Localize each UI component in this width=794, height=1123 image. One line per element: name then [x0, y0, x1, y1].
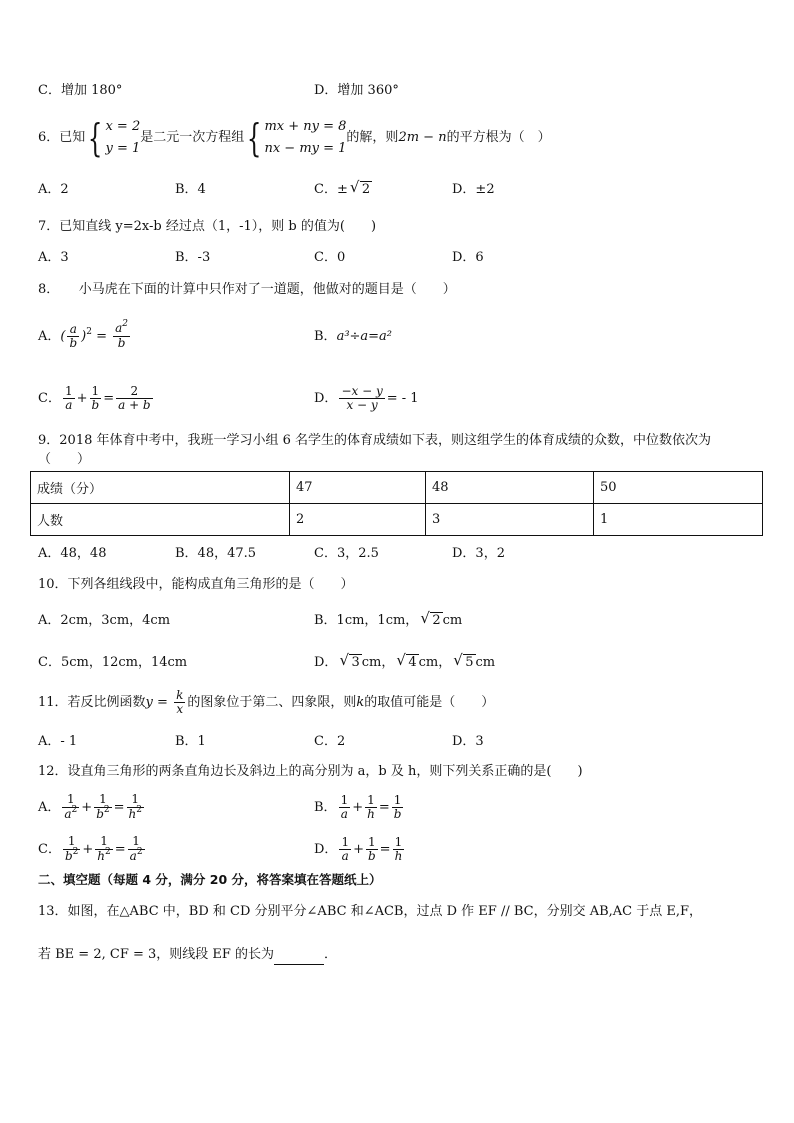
q7-option-b: B．-3 [175, 250, 211, 265]
q10-stem: 10．下列各组线段中，能构成直角三角形的是（ ） [38, 577, 354, 592]
q8-d-rhs: = - 1 [386, 391, 419, 406]
q11-stem: 11．若反比例函数y = $\frac{k}{x}$ 的图象位于第二、四象限，则k的取值可能是（ ） [38, 687, 495, 716]
q6-option-c-label: C．± [314, 182, 348, 197]
q8-a-result: $\frac{a^2}{b}$ [115, 319, 129, 351]
q8-c-label: C． [38, 391, 61, 406]
q7-stem: 7．已知直线 y=2x-b 经过点（1，-1），则 b 的值为( ) [38, 219, 377, 234]
q6-stem [38, 114, 551, 162]
q12-option-b: B． $\frac{1}{a}$ + $\frac{1}{h}$ = $\frac{1}{b}$ [314, 792, 402, 821]
q13-line2: 若 BE = 2, CF = 3，则线段 EF 的长为 ． [38, 946, 337, 965]
table-cell: 48 [426, 472, 594, 504]
table-cell: 3 [426, 504, 594, 536]
q10-option-c: C．5cm，12cm，14cm [38, 655, 188, 670]
q13-answer-blank [274, 946, 324, 965]
q5-option-d: D．增加 360° [314, 83, 399, 98]
q7-option-d: D．6 [452, 250, 484, 265]
q8-b-label: B． [314, 329, 337, 344]
table-cell: 2 [290, 504, 426, 536]
q10-option-a: A．2cm，3cm，4cm [38, 613, 171, 628]
q12-stem: 12．设直角三角形的两条直角边长及斜边上的高分别为 a，b 及 h，则下列关系正确的是( ) [38, 764, 583, 779]
q8-b-expr: a³÷a=a² [336, 329, 393, 344]
table-cell: 1 [594, 504, 763, 536]
q6-sys1-line1: x = 2 [105, 118, 141, 134]
q8-a-fraction: $\frac{a}{b}$ [69, 321, 78, 350]
q12-option-c: C． $\frac{1}{b^2}$ + $\frac{1}{h^2}$ = $\frac{1}{a^2}$ [38, 834, 143, 863]
q8-a-label: A． [38, 329, 61, 344]
q6-sys2-line1: mx + ny = 8 [264, 118, 347, 134]
q8-option-a: A．( $\frac{a}{b}$ )$^2$ = $\frac{a^2}{b}$ [38, 319, 129, 351]
q8-option-b [314, 328, 392, 346]
q9-option-c: C．3，2.5 [314, 546, 379, 561]
q6-prefix: 6．已知 [38, 130, 86, 145]
q9-option-a: A．48，48 [38, 546, 107, 561]
q8-d-fraction: $\frac{-x - y}{x - y}$ [341, 383, 383, 412]
q6-system-2 [264, 116, 346, 160]
q9-score-table [30, 471, 763, 536]
q11-option-d: D．3 [452, 734, 484, 749]
q9-option-b: B．48，47.5 [175, 546, 257, 561]
q6-brace-2: { [247, 115, 262, 160]
table-cell: 人数 [31, 504, 290, 536]
q12-option-d: D． $\frac{1}{a}$ + $\frac{1}{b}$ = $\frac{1}{h}$ [314, 834, 403, 863]
q5-option-c: C．增加 180° [38, 83, 123, 98]
q6-option-c [314, 181, 372, 199]
q8-a-power: 2 [86, 327, 92, 337]
q6-system-1 [105, 116, 140, 160]
q6-sys2-line2: nx − my = 1 [264, 140, 347, 156]
q10-option-d: D．√ 3 cm，√ 4 cm，√ 5 cm [314, 654, 495, 672]
q11-option-a: A．- 1 [38, 734, 78, 749]
q6-sqrt: √ 2 [350, 181, 372, 199]
q6-brace-1: { [88, 115, 103, 160]
q6-middle: 是二元一次方程组 [140, 130, 245, 145]
q8-c-result: $\frac{2}{a + b}$ [118, 383, 151, 412]
table-cell: 50 [594, 472, 763, 504]
q6-option-a: A．2 [38, 182, 69, 197]
q6-option-d: D．±2 [452, 182, 495, 197]
table-row [31, 504, 763, 536]
q8-d-label: D． [314, 391, 338, 406]
q11-option-b: B．1 [175, 734, 206, 749]
q6-suffix-a: 的解，则 [346, 130, 399, 145]
q9-option-d: D．3，2 [452, 546, 505, 561]
q8-option-d [314, 380, 419, 418]
q13-line1: 13．如图，在△ABC 中，BD 和 CD 分别平分∠ABC 和∠ACB，过点 D 作 EF // BC，分别交 AB,AC 于点 E,F， [38, 904, 703, 919]
q7-option-c: C．0 [314, 250, 346, 265]
q10-option-b: B．1cm，1cm，√ 2 cm [314, 612, 462, 630]
q6-expr: 2m − n [398, 130, 447, 145]
q12-option-a: A． $\frac{1}{a^2}$ + $\frac{1}{b^2}$ = $\frac{1}{h^2}$ [38, 792, 142, 821]
section2-title: 二、填空题（每题 4 分，满分 20 分，将答案填在答题纸上） [38, 872, 382, 887]
table-cell: 47 [290, 472, 426, 504]
q11-fraction: $\frac{k}{x}$ [176, 687, 184, 716]
q6-suffix-b: 的平方根为（ ） [446, 130, 551, 145]
q9-stem: 9．2018 年体育中考中，我班一学习小组 6 名学生的体育成绩如下表，则这组学生的体育成绩的众数，中位数依次为 [38, 433, 712, 448]
q9-stem-cont: （ ） [38, 452, 91, 467]
q6-sys1-line2: y = 1 [105, 140, 141, 156]
table-row [31, 472, 763, 504]
table-cell: 成绩（分） [31, 472, 290, 504]
q11-option-c: C．2 [314, 734, 346, 749]
q8-stem: 8． 小马虎在下面的计算中只作对了一道题，他做对的题目是（ ） [38, 282, 456, 297]
q8-option-c: C． $\frac{1}{a}$ + $\frac{1}{b}$ = $\frac{2}{a + b}$ [38, 383, 151, 412]
q6-option-b: B．4 [175, 182, 206, 197]
q7-option-a: A．3 [38, 250, 69, 265]
